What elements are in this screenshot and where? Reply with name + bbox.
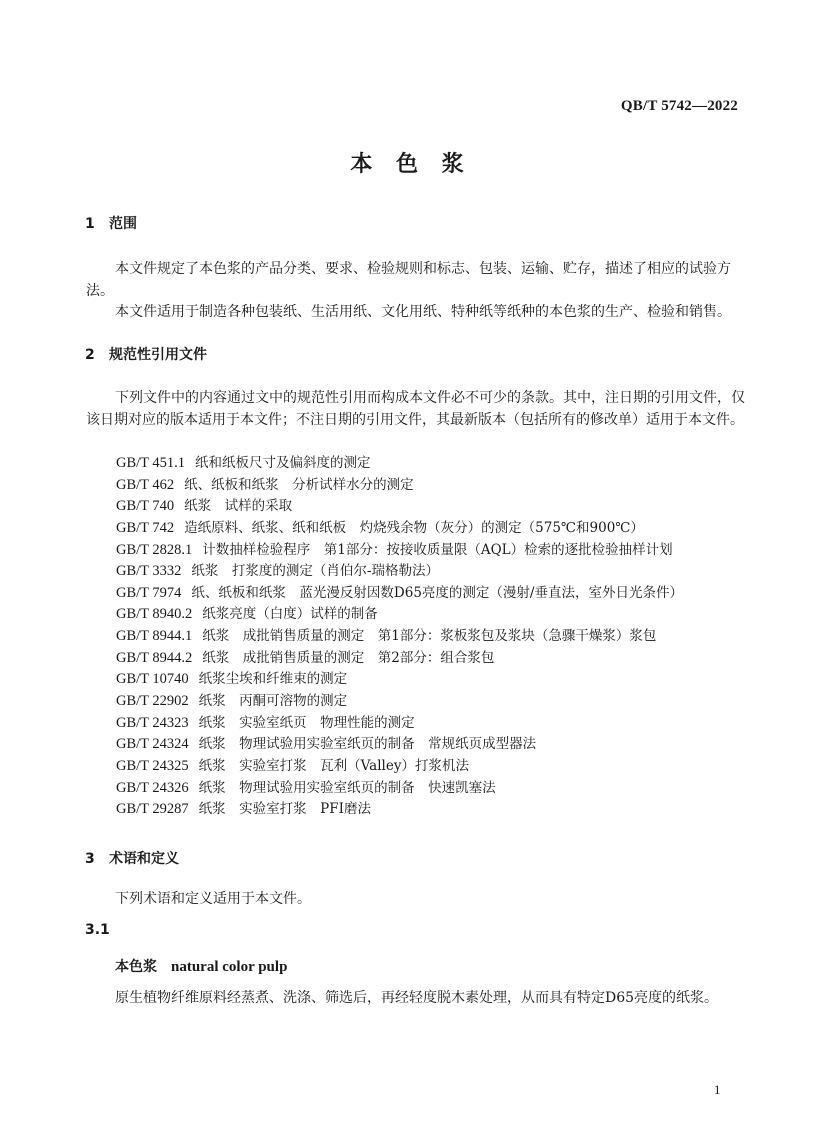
reference-code: GB/T 24323 [116,714,189,731]
reference-item [116,604,683,626]
section-2-title: 规范性引用文件 [109,347,207,363]
reference-code: GB/T 24326 [116,779,189,796]
normative-refs-intro: 下列文件中的内容通过文中的规范性引用而构成本文件必不可少的条款。其中，注日期的引用文件，仅该日期对应的版本适用于本文件；不注日期的引用文件，其最新版本（包括所有的修改单）适用于本文件。 [86,390,745,428]
reference-code: GB/T 451.1 [116,455,186,471]
term-chinese: 本色浆 [115,959,157,975]
reference-title: 纸浆 实验室打浆 瓦利（Valley）打浆机法 [198,757,469,774]
term-entry [115,956,287,976]
reference-item [116,561,683,583]
reference-item [116,734,683,756]
reference-title: 纸浆亮度（白度）试样的制备 [202,606,378,623]
term-definition: 原生植物纤维原料经蒸煮、洗涤、筛选后，再经轻度脱木素处理，从而具有特定D65亮度的纸浆。 [115,990,719,1006]
terms-intro: 下列术语和定义适用于本文件。 [115,891,311,907]
reference-item [116,691,683,713]
standard-code: QB/T 5742—2022 [620,98,738,114]
reference-title: 纸浆 打浆度的测定（肖伯尔-瑞格勒法） [191,563,439,580]
reference-item [116,756,683,778]
reference-code: GB/T 2828.1 [116,541,193,558]
reference-title: 纸浆 成批销售质量的测定 第2部分：组合浆包 [202,649,495,666]
page-number: 1 [714,1082,721,1097]
reference-title: 纸和纸板尺寸及偏斜度的测定 [195,455,371,471]
reference-title: 纸浆 物理试验用实验室纸页的制备 常规纸页成型器法 [198,736,537,753]
scope-paragraph-1: 本文件规定了本色浆的产品分类、要求、检验规则和标志、包装、运输、贮存，描述了相应的试验方法。 [86,261,731,299]
reference-item [116,799,683,821]
reference-code: GB/T 29287 [116,801,189,818]
section-1-heading [85,213,137,233]
reference-title: 纸浆 物理试验用实验室纸页的制备 快速凯塞法 [198,779,496,796]
reference-title: 纸浆 试样的采取 [184,498,293,515]
document-title: 本 色 浆 [350,152,472,177]
reference-code: GB/T 10740 [116,671,189,688]
reference-title: 纸浆 成批销售质量的测定 第1部分：浆板浆包及浆块（急骤干燥浆）浆包 [202,628,657,645]
reference-title: 造纸原料、纸浆、纸和纸板 灼烧残余物（灰分）的测定（575℃和900℃） [184,519,644,536]
reference-code: GB/T 740 [116,498,175,515]
reference-title: 纸、纸板和纸浆 蓝光漫反射因数D65亮度的测定（漫射/垂直法，室外日光条件） [191,584,683,601]
reference-code: GB/T 8940.2 [116,606,193,623]
reference-code: GB/T 24325 [116,757,189,774]
reference-code: GB/T 24324 [116,736,189,753]
reference-item [116,496,683,518]
reference-title: 纸浆 实验室打浆 PFI磨法 [198,801,371,818]
clause-number: 3.1 [85,922,110,938]
reference-code: GB/T 8944.2 [116,649,193,666]
reference-item [116,453,683,475]
scope-paragraph-2: 本文件适用于制造各种包装纸、生活用纸、文化用纸、特种纸等纸种的本色浆的生产、检验和销售。 [115,304,731,320]
reference-code: GB/T 8944.1 [116,628,193,645]
reference-title: 纸浆 丙酮可溶物的测定 [198,693,348,710]
section-1-title: 范围 [109,216,137,232]
reference-code: GB/T 3332 [116,563,182,580]
reference-title: 纸、纸板和纸浆 分析试样水分的测定 [184,476,414,493]
reference-item [116,518,683,540]
section-3-number: 3 [85,851,95,867]
reference-item [116,713,683,735]
reference-item [116,778,683,800]
reference-title: 纸浆尘埃和纤维束的测定 [198,671,348,688]
section-2-heading [85,344,207,364]
reference-title: 计数抽样检验程序 第1部分：按接收质量限（AQL）检索的逐批检验抽样计划 [202,541,673,558]
reference-code: GB/T 22902 [116,693,189,710]
section-1-number: 1 [85,216,95,232]
section-3-heading [85,848,179,868]
reference-item [116,583,683,605]
reference-item [116,540,683,562]
reference-item [116,648,683,670]
reference-code: GB/T 742 [116,519,175,536]
section-2-number: 2 [85,347,95,363]
reference-code: GB/T 462 [116,476,175,493]
reference-code: GB/T 7974 [116,584,182,601]
reference-item [116,626,683,648]
reference-list [116,453,683,821]
reference-title: 纸浆 实验室纸页 物理性能的测定 [198,714,415,731]
reference-item [116,475,683,497]
reference-item [116,669,683,691]
section-3-title: 术语和定义 [109,851,179,867]
term-english: natural color pulp [171,959,288,975]
